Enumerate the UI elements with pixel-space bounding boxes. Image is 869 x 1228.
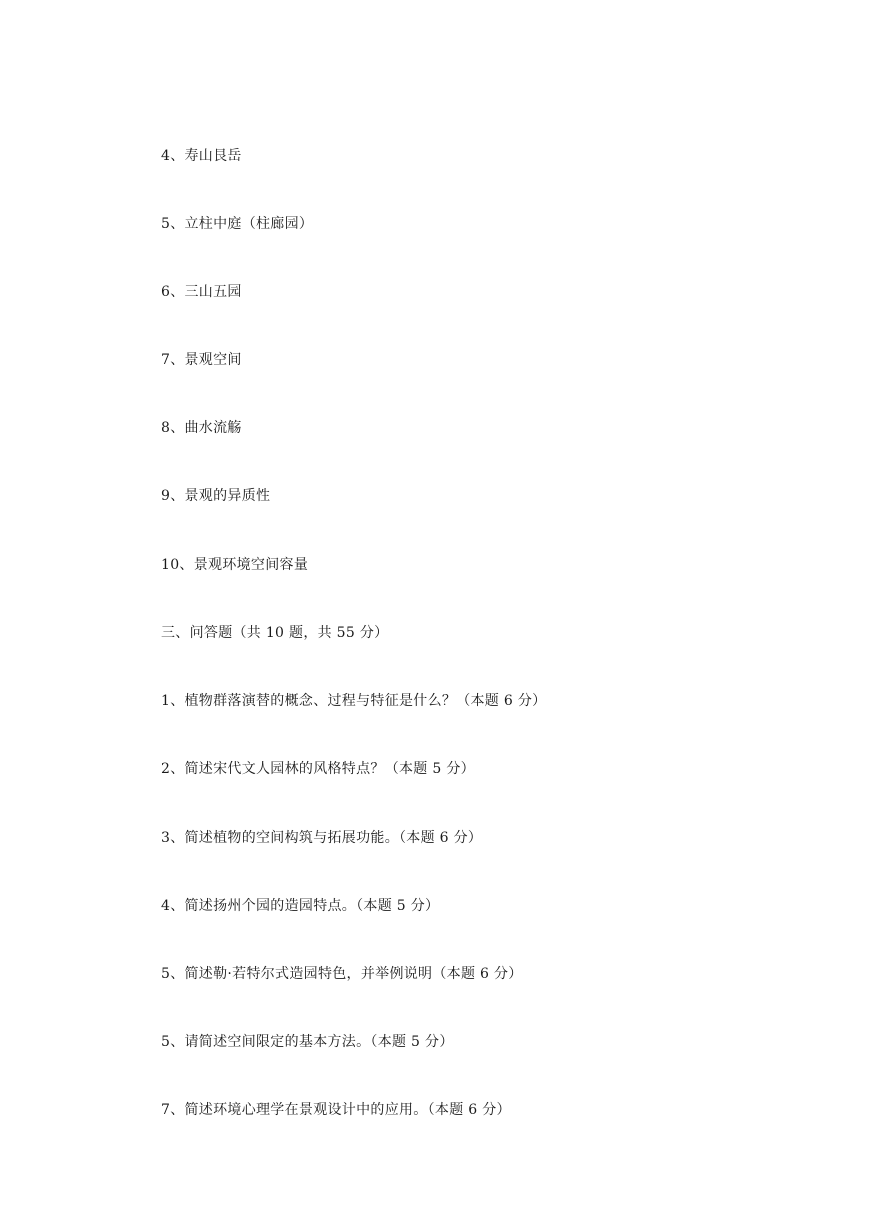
term-item: 9、景观的异质性 [161,488,271,504]
term-item: 6、三山五园 [161,284,242,300]
term-item: 5、立柱中庭（柱廊园） [161,216,314,232]
term-item: 4、寿山艮岳 [161,148,242,164]
section-heading: 三、问答题（共 10 题，共 55 分） [161,625,389,641]
question-item: 7、简述环境心理学在景观设计中的应用。（本题 6 分） [161,1102,511,1118]
question-item: 4、简述扬州个园的造园特点。（本题 5 分） [161,898,440,914]
term-item: 7、景观空间 [161,352,242,368]
term-item: 8、曲水流觞 [161,420,242,436]
question-item: 2、简述宋代文人园林的风格特点？（本题 5 分） [161,761,475,777]
question-item: 3、简述植物的空间构筑与拓展功能。（本题 6 分） [161,830,483,846]
question-item: 5、简述勒·若特尔式造园特色，并举例说明（本题 6 分） [161,966,523,982]
term-item: 10、景观环境空间容量 [161,557,309,573]
question-item: 5、请简述空间限定的基本方法。（本题 5 分） [161,1034,454,1050]
question-item: 1、植物群落演替的概念、过程与特征是什么？（本题 6 分） [161,693,547,709]
